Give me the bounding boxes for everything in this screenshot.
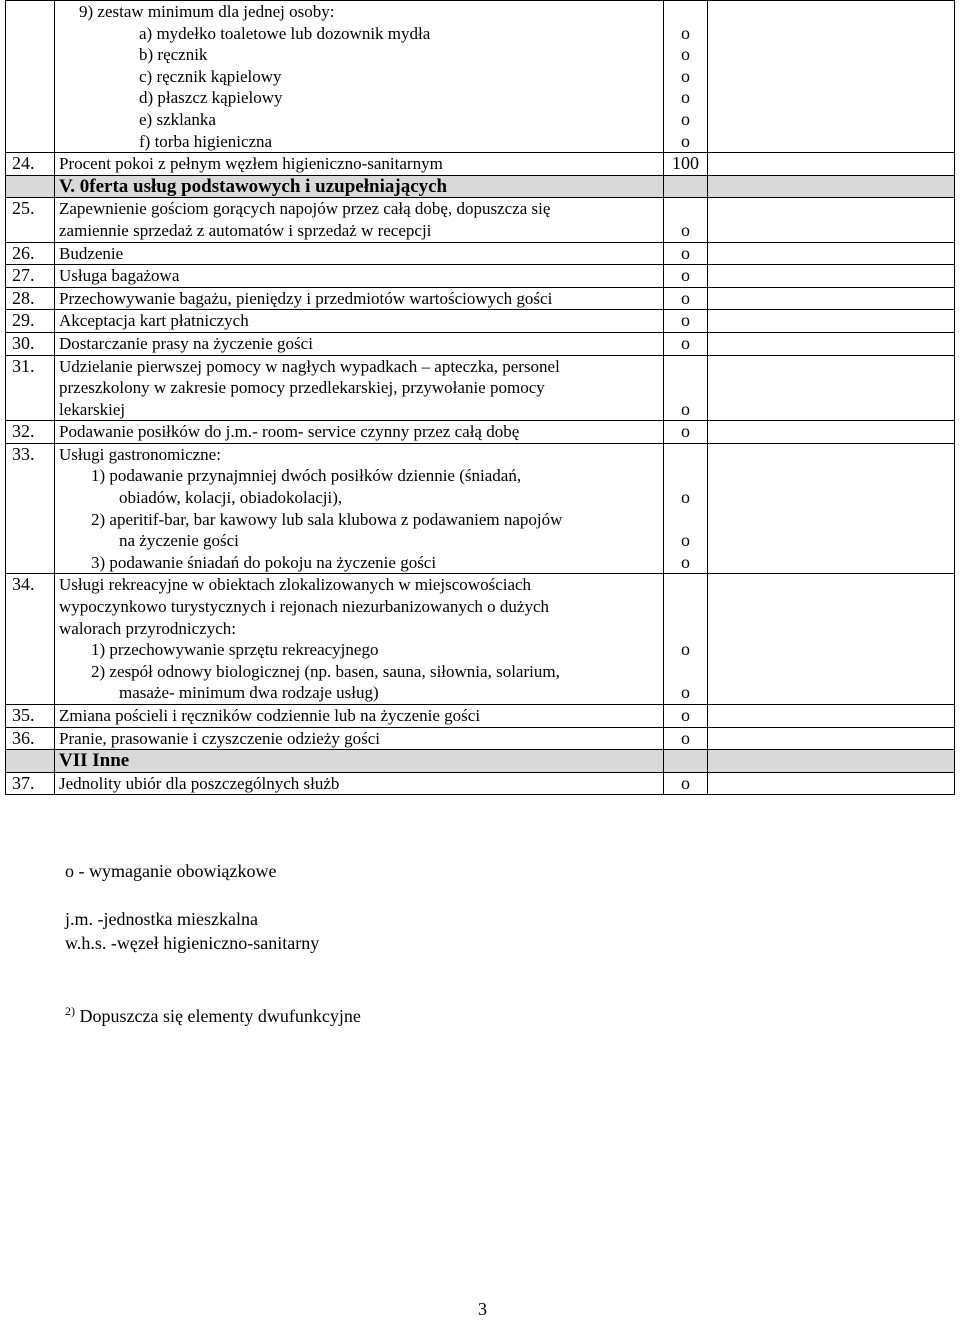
row-text [55, 574, 664, 705]
row-number: 28. [6, 287, 55, 310]
row-number: 33. [6, 443, 55, 574]
requirement-mark: o [664, 287, 708, 310]
row-number: 31. [6, 355, 55, 421]
requirement-mark: o [664, 421, 708, 444]
table-row [6, 421, 955, 444]
section-number-cell [6, 750, 55, 773]
table-row [6, 1, 955, 153]
row-text: Podawanie posiłków do j.m.- room- service czynny przez całą dobę [55, 421, 664, 444]
requirement-mark: o [664, 705, 708, 728]
item9-sub-b: b) ręcznik [139, 45, 208, 65]
row-text: Jednolity ubiór dla poszczególnych służb [55, 772, 664, 795]
row-text: Procent pokoi z pełnym węzłem higieniczno-sanitarnym [55, 153, 664, 176]
item9-title: 9) zestaw minimum dla jednej osoby: [79, 2, 335, 21]
mark: o [681, 530, 690, 551]
section-header-row [6, 175, 955, 198]
item9-sub-c: c) ręcznik kąpielowy [139, 66, 282, 86]
section-title: VII Inne [55, 750, 664, 773]
table-row [6, 355, 955, 421]
empty-cell [708, 198, 955, 242]
item9-sub-f: f) torba higieniczna [139, 131, 273, 151]
abbrev-jm: j.m. -jednostka mieszkalna [65, 909, 258, 929]
row-text: Zmiana pościeli i ręczników codziennie lub na życzenie gości [55, 705, 664, 728]
row-text: Usługa bagażowa [55, 265, 664, 288]
section-title: V. 0ferta usług podstawowych i uzupełniających [55, 175, 664, 198]
mark-a: o [681, 22, 690, 43]
table-row [6, 198, 955, 242]
table-row [6, 772, 955, 795]
table-row [6, 153, 955, 176]
row-text-line: Usługi rekreacyjne w obiektach zlokalizowanych w miejscowościach [59, 575, 532, 595]
row-text-line: zamiennie sprzedaż z automatów i sprzedaż w recepcji [59, 220, 432, 240]
empty-cell [708, 421, 955, 444]
requirement-mark: o [664, 727, 708, 750]
page-number: 3 [478, 1299, 487, 1319]
row-text: Budzenie [55, 242, 664, 265]
empty-cell [708, 705, 955, 728]
row-number: 36. [6, 727, 55, 750]
requirement-mark: o [664, 198, 708, 242]
row-number: 34. [6, 574, 55, 705]
empty-cell [708, 310, 955, 333]
table-row [6, 574, 955, 705]
section-header-row [6, 750, 955, 773]
row-text [55, 443, 664, 574]
mark: o [681, 639, 690, 660]
row-number: 30. [6, 332, 55, 355]
sub-item-cont: na życzenie gości [119, 531, 239, 551]
row-text: Pranie, prasowanie i czyszczenie odzieży gości [55, 727, 664, 750]
mark-c: o [681, 65, 690, 86]
row-number: 27. [6, 265, 55, 288]
row-text-line: wypoczynkowo turystycznych i rejonach niezurbanizowanych o dużych [59, 597, 549, 617]
table-row [6, 242, 955, 265]
table-row [6, 265, 955, 288]
sub-item-cont: masaże- minimum dwa rodzaje usług) [119, 683, 379, 703]
table-row [6, 443, 955, 574]
sub-item: 3) podawanie śniadań do pokoju na życzenie gości [91, 552, 437, 572]
requirement-mark: o [664, 332, 708, 355]
sub-item: 2) aperitif-bar, bar kawowy lub sala klubowa z podawaniem napojów [91, 509, 563, 529]
row-text-line: Zapewnienie gościom gorących napojów przez całą dobę, dopuszcza się [59, 199, 551, 219]
footnote [65, 1000, 361, 1027]
row-text: Akceptacja kart płatniczych [55, 310, 664, 333]
requirement-mark: 100 [664, 153, 708, 176]
empty-cell [708, 287, 955, 310]
section-number-cell [6, 175, 55, 198]
empty-cell [708, 242, 955, 265]
empty-cell [708, 750, 955, 773]
row-text [55, 198, 664, 242]
empty-cell [708, 1, 955, 153]
mark-e: o [681, 108, 690, 129]
requirement-mark [664, 1, 708, 153]
row-number: 37. [6, 772, 55, 795]
empty-cell [708, 332, 955, 355]
row-number: 24. [6, 153, 55, 176]
empty-cell [708, 175, 955, 198]
item9-sub-e: e) szklanka [139, 109, 216, 129]
empty-cell [708, 772, 955, 795]
row-number: 32. [6, 421, 55, 444]
empty-cell [708, 443, 955, 574]
requirement-mark: o [664, 265, 708, 288]
abbrev-whs: w.h.s. -węzeł higieniczno-sanitarny [65, 933, 320, 953]
requirement-mark: o [664, 242, 708, 265]
row-text-line: walorach przyrodniczych: [59, 618, 236, 638]
row-number: 35. [6, 705, 55, 728]
item9-sub-d: d) płaszcz kąpielowy [139, 88, 283, 108]
legend-note: o - wymaganie obowiązkowe [65, 861, 277, 881]
table-row [6, 332, 955, 355]
row-text: Dostarczanie prasy na życzenie gości [55, 332, 664, 355]
row-number: 29. [6, 310, 55, 333]
row-text-line: przeszkolony w zakresie pomocy przedlekarskiej, przywołanie pomocy [59, 378, 545, 398]
requirement-mark: o [664, 772, 708, 795]
empty-cell [708, 355, 955, 421]
row-text-line: lekarskiej [59, 399, 126, 419]
sub-item: 1) przechowywanie sprzętu rekreacyjnego [91, 640, 379, 660]
requirement-mark [664, 443, 708, 574]
section-mark-cell [664, 750, 708, 773]
table-row [6, 310, 955, 333]
row-title: Usługi gastronomiczne: [59, 444, 221, 464]
mark-b: o [681, 44, 690, 65]
mark: o [681, 682, 690, 703]
row-text-line: Udzielanie pierwszej pomocy w nagłych wypadkach – apteczka, personel [59, 356, 560, 376]
item9-sub-a: a) mydełko toaletowe lub dozownik mydła [139, 23, 431, 43]
row-text: Przechowywanie bagażu, pieniędzy i przedmiotów wartościowych gości [55, 287, 664, 310]
mark: o [681, 551, 690, 572]
sub-item: 2) zespół odnowy biologicznej (np. basen, sauna, siłownia, solarium, [91, 661, 560, 681]
requirement-mark: o [664, 310, 708, 333]
empty-cell [708, 265, 955, 288]
section-mark-cell [664, 175, 708, 198]
requirements-table [5, 0, 955, 795]
sub-item-cont: obiadów, kolacji, obiadokolacji), [119, 488, 343, 508]
row-number: 25. [6, 198, 55, 242]
requirement-mark [664, 574, 708, 705]
mark-f: o [681, 130, 690, 151]
table-row [6, 287, 955, 310]
empty-cell [708, 153, 955, 176]
empty-cell [708, 574, 955, 705]
table-row [6, 727, 955, 750]
row-number: 26. [6, 242, 55, 265]
empty-cell [708, 727, 955, 750]
table-row [6, 705, 955, 728]
footnote-text: Dopuszcza się elementy dwufunkcyjne [75, 1006, 361, 1026]
footnote-marker: 2) [65, 1004, 75, 1018]
mark-d: o [681, 87, 690, 108]
requirement-mark: o [664, 355, 708, 421]
row-text [55, 1, 664, 153]
mark: o [681, 487, 690, 508]
row-number [6, 1, 55, 153]
sub-item: 1) podawanie przynajmniej dwóch posiłków dziennie (śniadań, [91, 466, 522, 486]
row-text [55, 355, 664, 421]
